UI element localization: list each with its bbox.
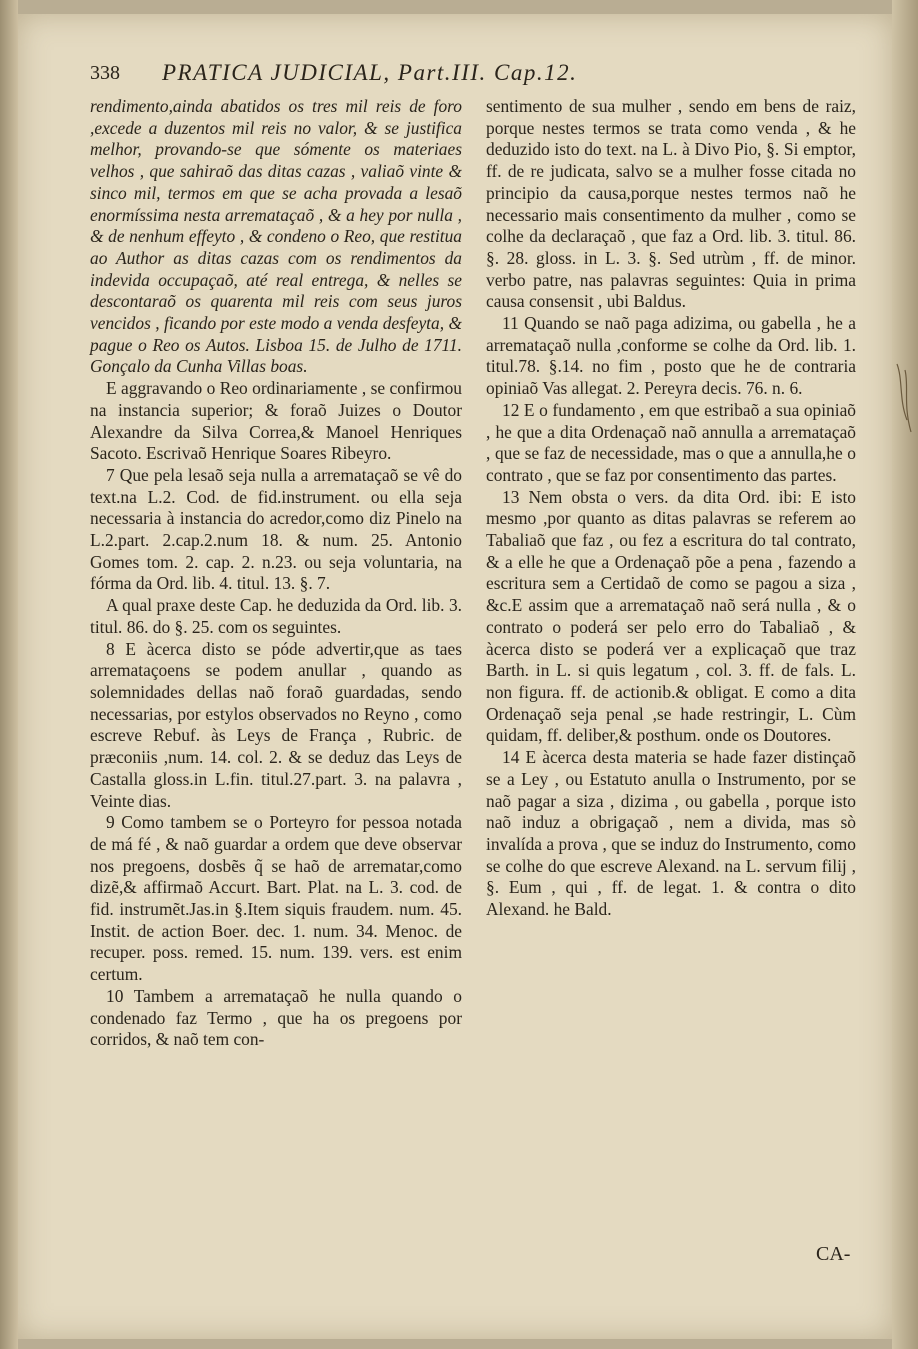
paragraph-sentence: rendimento,ainda abatidos os tres mil reis de foro ,excede a duzentos mil reis no valor, & se justifica melhor, provando-se que sómente os materiaes velhos , que sahiraõ das ditas cazas , valiaõ vinte & sinco mil, termos em que se acha provada a lesaõ enormíssima nesta arremataçaõ , & a hey por nulla , & de nenhum effeyto , & condeno o Reo, que restitua ao Author as ditas cazas com os rendimentos da indevida occupaçaõ, até real entrega, & nelles se descontaraõ os quarenta mil reis com seus juros vencidos , ficando por este modo a venda desfeyta, & pague o Reo os Autos. Lisboa 15. de Julho de 1711. Gonçalo da Cunha Villas boas. [90, 96, 462, 377]
paragraph-praxe: A qual praxe deste Cap. he deduzida da Ord. lib. 3. titul. 86. do §. 25. com os seguintes. [90, 595, 462, 637]
paragraph-14: 14 E àcerca desta materia se hade fazer distinçaõ se a Ley , ou Estatuto anulla o Instrumento, por se naõ pagar a siza , dizima , ou gabella , porque isto naõ induz a obrigaçaõ , nem a divida, mas sò invalída a prova , que se induz do Instrumento, como se colhe do que escreve Alexand. na L. servum filij , §. Eum , qui , ff. de legat. 1. & contra o dito Alexand. he Bald. [486, 747, 856, 920]
catchword: CA- [816, 1243, 851, 1265]
paragraph-11: 11 Quando se naõ paga adizima, ou gabella , he a arremataçaõ nulla ,conforme se colhe da Ord. lib. 1. titul.78. §.14. no fim , posto que he de contraria opiniaõ Vas allegat. 2. Pereyra decis. 76. n. 6. [486, 313, 856, 399]
left-column [90, 96, 462, 1051]
paragraph-12: 12 E o fundamento , em que estribaõ a sua opiniaõ , he que a dita Ordenaçaõ naõ annulla a arremataçaõ , que se faz de necessidade, mas o que a annulla,he o contrato , que se faz por consentimento das partes. [486, 399, 856, 485]
paragraph-7: 7 Que pela lesaõ seja nulla a arremataçaõ se vê do text.na L.2. Cod. de fid.instrument. ou ella seja necessaria à instancia do acredor,como diz Pinelo na L.2.part. 2.cap.2.num 18. & num. 25. Antonio Gomes tom. 2. cap. 2. n.23. ou seja voluntaria, na fórma da Ord. lib. 4. titul. 13. §. 7. [90, 464, 462, 594]
book-gutter [0, 0, 18, 1349]
right-column [486, 96, 856, 921]
page-header [90, 60, 750, 90]
paragraph-10-continued: sentimento de sua mulher , sendo em bens de raiz, porque nestes termos se trata como venda , & he deduzido isto do text. na L. à Divo Pio, §. Si emptor, ff. de re judicata, salvo se a mulher fosse citada no principio da causa,porque nestes termos naõ he necessario mais consentimento da mulher , como se colhe da declaraçaõ , que faz a Ord. lib. 3. titul. 86. §. 28. gloss. in L. 3. §. Sed utrùm , ff. de minor. verbo patre, nas palavras seguintes: Quia in prima causa consensit , ubi Baldus. [486, 96, 856, 312]
margin-pen-mark [893, 360, 915, 440]
paragraph-aggravo: E aggravando o Reo ordinariamente , se confirmou na instancia superior; & foraõ Juizes o Doutor Alexandre da Silva Correa,& Manoel Henriques Sacoto. Escrivaõ Henrique Soares Ribeyro. [90, 378, 462, 464]
paragraph-9: 9 Como tambem se o Porteyro for pessoa notada de má fé , & naõ guardar a ordem que deve observar nos pregoens, dosbẽs q̃ se haõ de arrematar,como dizẽ,& affirmaõ Accurt. Bart. Plat. na L. 3. cod. de fid. instrumẽt.Jas.in §.Item siquis fraudem. num. 45. Instit. de action Boer. dec. 1. num. 34. Menoc. de recuper. poss. remed. 15. num. 139. vers. est enim certum. [90, 812, 462, 985]
page-edge [892, 0, 918, 1349]
paragraph-10: 10 Tambem a arremataçaõ he nulla quando o condenado faz Termo , que ha os pregoens por corridos, & naõ tem con- [90, 985, 462, 1050]
paragraph-8: 8 E àcerca disto se póde advertir,que as taes arremataçoens se podem anullar , quando as solemnidades dellas naõ foraõ guardadas, sendo necessarias, por estylos observados no Reyno , como escreve Rebuf. às Leys de França , Rubric. de præconiis ,num. 14. col. 2. & se deduz das Leys de Castalla gloss.in L.fin. titul.27.part. 3. na palavra , Veinte dias. [90, 638, 462, 811]
running-title: PRATICA JUDICIAL, Part.III. Cap.12. [162, 60, 578, 85]
page-number: 338 [90, 62, 120, 84]
paragraph-13: 13 Nem obsta o vers. da dita Ord. ibi: E isto mesmo ,por quanto as ditas palavras se referem ao Tabaliaõ que faz , ou fez a escritura do tal contrato, & a elle he que a Ordenaçaõ põe a pena , fazendo a escritura sem a Certidaõ de como se pagou a siza , &c.E assim que a arremataçaõ naõ será nulla , & o contrato o poderá ser pelo erro do Tabaliaõ , & àcerca disto se poderá ver a explicaçaõ que traz Barth. in L. si quis legatum , col. 3. ff. de fals. L. non figura. ff. de actionib.& obligat. E como a dita Ordenaçaõ seja penal ,se hade restringir, L. Cùm quidam, ff. deliber,& posthum. onde os Doutores. [486, 486, 856, 746]
